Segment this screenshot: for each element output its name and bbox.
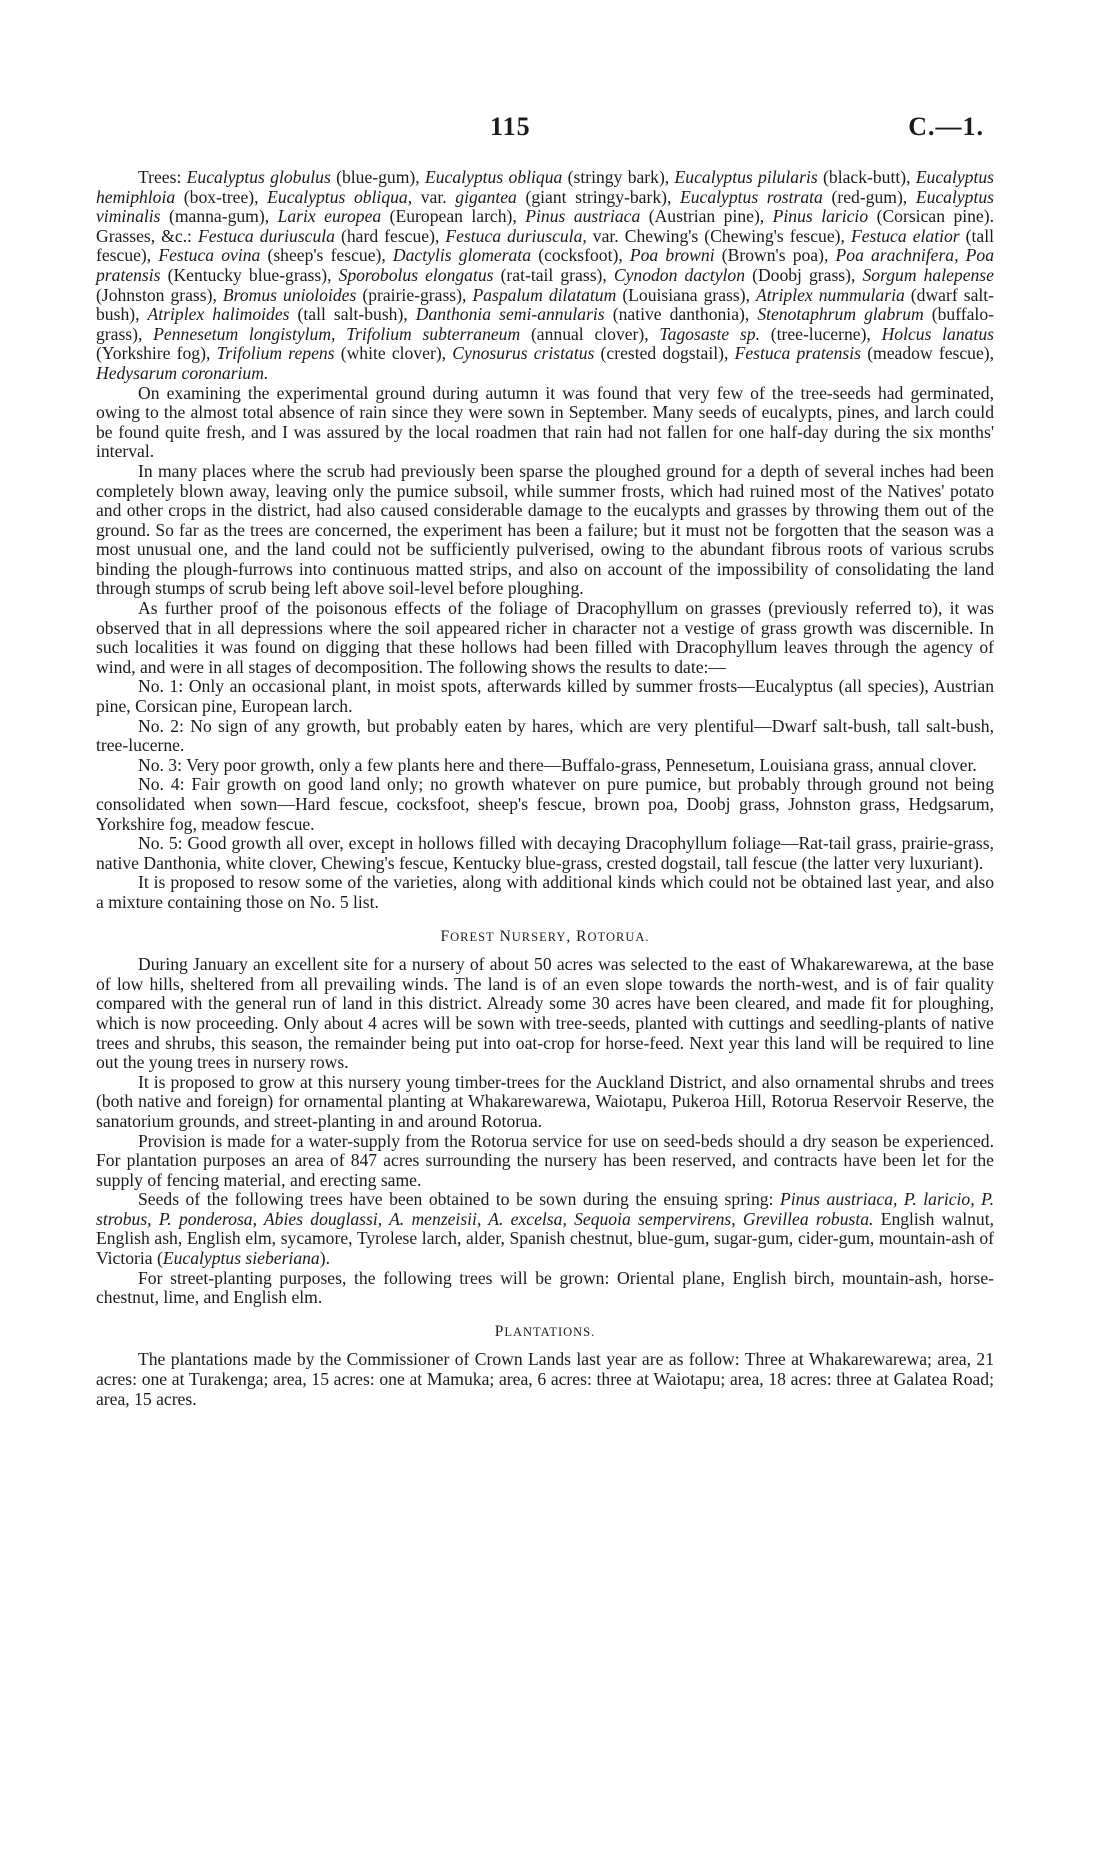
paragraph-water-supply: Provision is made for a water-supply from the Rotorua service for use on seed-beds should a dry season be experienced. For plantation purposes an area of 847 acres surrounding the nursery has been reserved, and contracts have been let for the supply of fencing material, and erecting same. — [96, 1130, 994, 1190]
text-run: (sheep's fescue), — [260, 245, 393, 266]
text-run: (Yorkshire fog), — [96, 343, 217, 364]
text-run: (Johnston grass), — [96, 284, 223, 305]
text-run: (cocksfoot), — [531, 245, 630, 266]
section-heading-forest-nursery: FOREST NURSERY, ROTORUA. — [440, 927, 650, 945]
italic-run: Eucalyptus rostrata — [680, 186, 823, 207]
paragraph-seeds — [96, 1190, 994, 1268]
text-run: (Louisiana grass), — [616, 284, 757, 305]
italic-run: Sporobolus elongatus — [338, 264, 494, 285]
text-run: Trees: — [138, 167, 187, 187]
text-run: (native danthonia), — [604, 304, 758, 325]
italic-run: Pennesetum longistylum, Trifolium subterraneum — [153, 323, 521, 344]
paragraph-experimental-ground: On examining the experimental ground during autumn it was found that very few of the tree-seeds had germinated, owing to the almost total absence of rain since they were sown in September. Many seeds of eucalypts, pines, and larch could be found quite fresh, and I was assured by the local roadmen that rain had not fallen for one half-day during the six months' interval. — [96, 382, 994, 462]
italic-run: Eucalyptus pilularis — [674, 167, 818, 187]
italic-run: Eucalyptus globulus — [186, 167, 331, 187]
text-run: (manna-gum), — [160, 206, 278, 227]
italic-run: Festuca ovina — [158, 245, 261, 266]
page-header — [0, 112, 1114, 152]
text-run: (European larch), — [381, 206, 526, 227]
text-run: (rat-tail grass), — [493, 264, 614, 285]
text-run: (tree-lucerne), — [759, 323, 882, 344]
italic-run: Eucalyptus viminalis — [96, 186, 995, 227]
text-run: ). — [319, 1248, 330, 1269]
text-run: var. Chewing's (Chewing's fescue), — [586, 225, 851, 246]
text-run: (prairie-grass), — [356, 284, 473, 305]
text-run: (meadow fescue), — [861, 343, 995, 364]
result-item: No. 1: Only an occasional plant, in moist spots, afterwards killed by summer frosts—Eucalyptus (all species), Austrian pine, Corsican pine, European larch. — [96, 676, 994, 717]
section-heading-plantations: PLANTATIONS. — [494, 1322, 596, 1340]
text-run: (white clover), — [334, 343, 453, 364]
text-run: var. — [412, 186, 456, 207]
italic-run: Poa browni — [629, 245, 715, 266]
paragraph-resow: It is proposed to resow some of the varieties, along with additional kinds which could not be obtained last year, and also a mixture containing those on No. 5 list. — [96, 872, 994, 912]
paragraph-nursery-site: During January an excellent site for a nursery of about 50 acres was selected to the east of Whakarewarewa, at the base of low hills, sheltered from all prevailing winds. The land is of an even slope towards the north-west, and is of fair quality compared with the general run of land in this district. Already some 30 acres have been cleared, and made fit for ploughing, which is now proceeding. Only about 4 acres will be sown with tree-seeds, planted with cuttings and seedling-plants of native trees and shrubs, this season, the remainder being put into oat-crop for horse-feed. Next year this land will be required to line out the young trees in nursery rows. — [96, 954, 994, 1073]
text-run: (Doobj grass), — [745, 264, 863, 285]
italic-run: Atriplex nummularia — [756, 284, 905, 305]
paragraph-scrub-frosts: In many places where the scrub had previously been sparse the ploughed ground for a depth of several inches had been completely blown away, leaving only the pumice subsoil, while summer frosts, which had ruined most of the Natives' potato and other crops in the district, had also caused considerable damage to the eucalypts and grasses by throwing them out of the ground. So far as the trees are concerned, the experiment has been a failure; but it must not be forgotten that the season was a most unusual one, and the land could not be sufficiently pulverised, owing to the abundant fibrous roots of various scrubs binding the plough-furrows into continuous matted strips, and also on account of the impossibility of consolidating the land through stumps of scrub being left above soil-level before ploughing. — [96, 460, 994, 599]
italic-run: Eucalyptus obliqua — [425, 167, 563, 187]
italic-run: Tagosaste sp. — [659, 323, 760, 344]
text-run: Seeds of the following trees have been obtained to be sown during the ensuing spring: — [138, 1189, 780, 1210]
page-number: 115 — [490, 112, 531, 141]
italic-run: Sorgum halepense — [862, 264, 994, 285]
text-run: (blue-gum), — [330, 167, 426, 187]
paragraph-dracophyllum-proof: As further proof of the poisonous effects of the foliage of Dracophyllum on grasses (previously referred to), it was observed that in all depressions where the soil appeared richer in character not a vestige of grass growth was discernible. In such localities it was found on digging that these hollows had been filled with Dracophyllum leaves through the agency of wind, and were in all stages of decomposition. The following shows the results to date:— — [96, 598, 994, 677]
italic-run: gigantea — [455, 186, 517, 207]
text-run: (red-gum), — [822, 186, 916, 207]
paragraph-nursery-purpose: It is proposed to grow at this nursery young timber-trees for the Auckland District, and also ornamental shrubs and trees (both native and foreign) for ornamental planting at Whakarewarewa, Waiotapu, Pukeroa Hill, Rotorua Reservoir Reserve, the sanatorium grounds, and street-planting in and around Rotorua. — [96, 1071, 994, 1131]
italic-run: Festuca elatior — [850, 225, 960, 246]
italic-run: Cynodon dactylon — [613, 264, 746, 285]
result-item: No. 2: No sign of any growth, but probably eaten by hares, which are very plentiful—Dwarf salt-bush, tall salt-bush, tree-lucerne. — [96, 715, 994, 756]
text-run: (tall salt-bush), — [289, 304, 416, 325]
italic-run: Poa arachnifera, Poa pratensis — [96, 245, 995, 285]
italic-run: Cynosurus cristatus — [452, 343, 595, 364]
text-run: (annual clover), — [520, 323, 660, 344]
result-item: No. 3: Very poor growth, only a few plants here and there—Buffalo-grass, Pennesetum, Louisiana grass, annual clover. — [138, 754, 977, 775]
text-run: English walnut, English ash, English elm, sycamore, Tyrolese larch, alder, Spanish chestnut, blue-gum, sugar-gum, cider-gum, mountain-ash of Victoria ( — [96, 1208, 994, 1269]
italic-run: Trifolium repens — [216, 343, 335, 364]
italic-run: Eucalyptus hemiphloia — [96, 167, 994, 207]
text-run: (Kentucky blue-grass), — [160, 264, 339, 285]
text-run: (stringy bark), — [562, 167, 675, 187]
result-item: No. 5: Good growth all over, except in hollows filled with decaying Dracophyllum foliage—Rat-tail grass, prairie-grass, native Danthonia, white clover, Chewing's fescue, Kentucky blue-grass, crested dogstail, tall fescue (the latter very luxuriant). — [96, 833, 994, 873]
italic-run: Dactylis glomerata — [392, 245, 532, 266]
italic-run: Pinus laricio — [772, 206, 869, 227]
italic-run: Atriplex halimoides — [147, 304, 290, 325]
italic-run: Holcus lanatus — [881, 323, 994, 344]
result-item: No. 4: Fair growth on good land only; no growth whatever on pure pumice, but probably through ground not being consolidated when sown—Hard fescue, cocksfoot, sheep's fescue, brown poa, Doobj grass, Johnston grass, Hedgsarum, Yorkshire fog, meadow fescue. — [96, 774, 994, 834]
paragraph-street-planting: For street-planting purposes, the following trees will be grown: Oriental plane, English birch, mountain-ash, horse-chestnut, lime, and English elm. — [96, 1267, 994, 1308]
italic-run: Danthonia semi-annularis — [415, 304, 605, 325]
document-reference: C.—1. — [908, 112, 984, 141]
text-run: (Corsican pine). Grasses, &c.: — [96, 206, 994, 246]
text-run: (Brown's poa), — [714, 245, 836, 266]
italic-run: Hedysarum coronarium. — [96, 362, 269, 383]
text-run: (black-butt), — [817, 167, 916, 187]
text-run: (buffalo-grass), — [96, 304, 994, 344]
italic-run: Stenotaphrum glabrum — [757, 304, 924, 325]
text-run: (box-tree), — [175, 186, 268, 207]
text-run: (Austrian pine), — [640, 206, 773, 227]
italic-run: Pinus austriaca — [525, 206, 641, 227]
text-run: (tall fescue), — [96, 225, 994, 266]
italic-run: Festuca duriuscula, — [445, 225, 587, 246]
italic-run: Paspalum dilatatum — [472, 284, 617, 305]
italic-run: Pinus austriaca, P. laricio, P. strobus, P. ponderosa, Abies douglassi, A. menzeisii, A. excelsa, Sequoia sempervirens, Grevillea robusta. — [96, 1189, 994, 1229]
text-run: (giant stringy-bark), — [516, 186, 680, 207]
text-run: (hard fescue), — [334, 225, 446, 246]
text-run: (crested dogstail), — [594, 343, 735, 364]
italic-run: Festuca duriuscula — [197, 225, 335, 246]
paragraph-plantations: The plantations made by the Commissioner of Crown Lands last year are as follow: Three at Whakarewarewa; area, 21 acres: one at Turakenga; area, 15 acres: one at Mamuka; area, 6 acres: three at Waiotapu; area, 18 acres: three at Galatea Road; area, 15 acres. — [96, 1349, 994, 1409]
italic-run: Eucalyptus sieberiana — [162, 1248, 320, 1269]
paragraph-trees-grasses — [96, 168, 994, 384]
italic-run: Larix europea — [277, 206, 382, 227]
text-run: (dwarf salt-bush), — [96, 284, 995, 325]
italic-run: Bromus unioloides — [222, 284, 357, 305]
page-body — [96, 168, 994, 1409]
italic-run: Festuca pratensis — [734, 343, 861, 364]
italic-run: Eucalyptus obliqua, — [267, 186, 413, 207]
